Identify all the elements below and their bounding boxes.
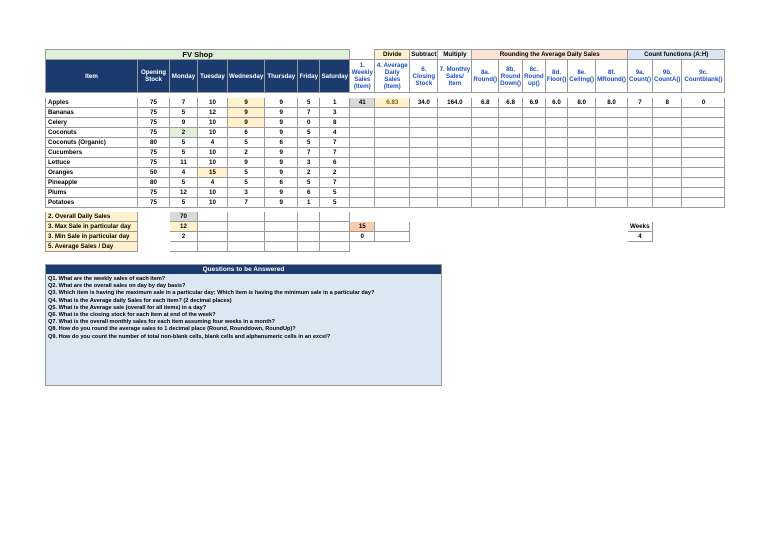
sales-cell[interactable]: 9 bbox=[228, 158, 265, 168]
count-cell[interactable]: 7 bbox=[628, 98, 653, 108]
item-cell[interactable]: Celery bbox=[46, 118, 138, 128]
sales-cell[interactable]: 9 bbox=[228, 118, 265, 128]
stock-cell[interactable]: 50 bbox=[138, 168, 170, 178]
stock-cell[interactable]: 80 bbox=[138, 138, 170, 148]
sales-cell[interactable]: 5 bbox=[170, 178, 198, 188]
sales-cell[interactable]: 7 bbox=[298, 148, 320, 158]
question-item: Q6. What is the closing stock for each item at end of the week? bbox=[48, 312, 216, 319]
sales-cell[interactable]: 1 bbox=[320, 98, 350, 108]
round-header[interactable]: 8a. Round() bbox=[472, 60, 499, 93]
stock-cell[interactable]: 75 bbox=[138, 188, 170, 198]
round-cell[interactable]: 8.0 bbox=[596, 98, 628, 108]
countblank-col-header[interactable]: 9c. Countblank() bbox=[682, 60, 725, 93]
summary-value[interactable]: 70 bbox=[170, 212, 198, 222]
summary-row bbox=[46, 232, 725, 242]
sales-cell[interactable]: 9 bbox=[265, 118, 298, 128]
table-row bbox=[46, 128, 725, 138]
sales-cell[interactable]: 9 bbox=[265, 108, 298, 118]
item-cell[interactable]: Pineapple bbox=[46, 178, 138, 188]
item-cell[interactable]: Apples bbox=[46, 98, 138, 108]
item-cell[interactable]: Coconuts (Organic) bbox=[46, 138, 138, 148]
monthly-sales-header[interactable]: 7. Monthly Sales/ Item bbox=[438, 60, 472, 93]
weeks-label[interactable]: Weeks bbox=[628, 222, 653, 232]
item-cell[interactable]: Coconuts bbox=[46, 128, 138, 138]
table-row bbox=[46, 148, 725, 158]
count-cell[interactable]: 8 bbox=[653, 98, 682, 108]
table-row bbox=[46, 108, 725, 118]
sales-cell[interactable]: 9 bbox=[265, 198, 298, 208]
table-row bbox=[46, 198, 725, 208]
stock-cell[interactable]: 75 bbox=[138, 108, 170, 118]
rounding-header[interactable]: Rounding the Average Daily Sales bbox=[472, 50, 628, 60]
sales-cell[interactable]: 7 bbox=[320, 178, 350, 188]
sales-cell[interactable]: 5 bbox=[298, 128, 320, 138]
counta-col-header[interactable]: 9b. CountA() bbox=[653, 60, 682, 93]
sales-cell[interactable]: 9 bbox=[265, 148, 298, 158]
sales-cell[interactable]: 9 bbox=[265, 188, 298, 198]
sales-cell[interactable]: 15 bbox=[198, 168, 228, 178]
sales-cell[interactable]: 2 bbox=[298, 168, 320, 178]
item-cell[interactable]: Lettuce bbox=[46, 158, 138, 168]
weekly-max-value[interactable]: 15 bbox=[350, 222, 375, 232]
closing-stock-header[interactable]: 6. Closing Stock bbox=[410, 60, 438, 93]
round-cell[interactable]: 6.0 bbox=[545, 98, 568, 108]
sales-cell[interactable]: 7 bbox=[228, 198, 265, 208]
sales-cell[interactable]: 10 bbox=[198, 198, 228, 208]
table-row bbox=[46, 168, 725, 178]
stock-cell[interactable]: 75 bbox=[138, 128, 170, 138]
sales-cell[interactable]: 6 bbox=[298, 188, 320, 198]
summary-label[interactable]: 5. Average Sales / Day bbox=[46, 242, 138, 252]
questions-list bbox=[48, 276, 374, 341]
sales-cell[interactable]: 6 bbox=[265, 178, 298, 188]
weeks-value[interactable]: 4 bbox=[628, 232, 653, 242]
subtract-header[interactable]: Subtract bbox=[411, 50, 437, 58]
item-cell[interactable]: Cucumbers bbox=[46, 148, 138, 158]
sales-cell[interactable]: 5 bbox=[170, 108, 198, 118]
item-cell[interactable]: Bananas bbox=[46, 108, 138, 118]
sales-cell[interactable]: 5 bbox=[298, 178, 320, 188]
sales-cell[interactable]: 6 bbox=[320, 158, 350, 168]
sales-cell[interactable]: 4 bbox=[170, 168, 198, 178]
round-cell[interactable]: 8.0 bbox=[568, 98, 596, 108]
sales-cell[interactable]: 4 bbox=[198, 178, 228, 188]
sales-cell[interactable]: 5 bbox=[170, 198, 198, 208]
thursday-header[interactable]: Thursday bbox=[265, 60, 298, 93]
sales-cell[interactable]: 6 bbox=[265, 138, 298, 148]
sales-cell[interactable]: 7 bbox=[298, 108, 320, 118]
sheet-title[interactable]: FV Shop bbox=[46, 50, 350, 60]
item-cell[interactable]: Plums bbox=[46, 188, 138, 198]
count-cell[interactable]: 0 bbox=[682, 98, 725, 108]
sales-cell[interactable]: 4 bbox=[320, 128, 350, 138]
sales-cell[interactable]: 12 bbox=[170, 188, 198, 198]
ceiling-header[interactable]: 8e. Ceiling() bbox=[568, 60, 596, 93]
sales-cell[interactable]: 7 bbox=[320, 148, 350, 158]
sales-cell[interactable]: 5 bbox=[170, 138, 198, 148]
sales-cell[interactable]: 5 bbox=[228, 138, 265, 148]
sales-cell[interactable]: 5 bbox=[298, 98, 320, 108]
sales-cell[interactable]: 10 bbox=[198, 148, 228, 158]
sales-cell[interactable]: 10 bbox=[198, 118, 228, 128]
question-item: Q2. What are the overall sales on day by day basis? bbox=[48, 283, 186, 290]
stock-cell[interactable]: 80 bbox=[138, 178, 170, 188]
questions-title: Questions to be Answered bbox=[46, 265, 441, 274]
summary-row bbox=[46, 212, 725, 222]
sales-cell[interactable]: 6 bbox=[228, 128, 265, 138]
summary-label[interactable]: 2. Overall Daily Sales bbox=[46, 212, 138, 222]
round-cell[interactable]: 6.9 bbox=[523, 98, 546, 108]
sales-cell[interactable]: 5 bbox=[228, 178, 265, 188]
sales-cell[interactable]: 2 bbox=[320, 168, 350, 178]
opening-stock-header[interactable]: Opening Stock bbox=[138, 60, 170, 93]
avg-daily-cell[interactable]: 6.83 bbox=[375, 98, 410, 108]
question-item: Q4. What is the Average daily Sales for each item? (2 decimal places) bbox=[48, 297, 232, 304]
table-row bbox=[46, 118, 725, 128]
sales-cell[interactable]: 3 bbox=[228, 188, 265, 198]
stock-cell[interactable]: 75 bbox=[138, 118, 170, 128]
summary-value[interactable] bbox=[170, 242, 198, 252]
stock-cell[interactable]: 75 bbox=[138, 148, 170, 158]
table-row bbox=[46, 158, 725, 168]
summary-label[interactable]: 3. Max Sale in particular day bbox=[46, 222, 138, 232]
sales-cell[interactable]: 3 bbox=[320, 108, 350, 118]
sales-cell[interactable]: 9 bbox=[170, 118, 198, 128]
friday-header[interactable]: Friday bbox=[298, 60, 320, 93]
weekly-sales-cell[interactable]: 41 bbox=[350, 98, 375, 108]
divide-header[interactable]: Divide bbox=[375, 50, 410, 60]
weekly-min-value[interactable]: 0 bbox=[350, 232, 375, 242]
sales-cell[interactable]: 9 bbox=[265, 128, 298, 138]
table-row bbox=[46, 98, 725, 108]
sales-cell[interactable]: 10 bbox=[198, 158, 228, 168]
mround-header[interactable]: 8f. MRound() bbox=[596, 60, 628, 93]
sales-cell[interactable]: 10 bbox=[198, 128, 228, 138]
sales-cell[interactable]: 12 bbox=[198, 108, 228, 118]
floor-header[interactable]: 8d. Floor() bbox=[545, 60, 568, 93]
multiply-header[interactable]: Multiply bbox=[438, 50, 472, 60]
count-header[interactable]: Count functions (A:H) bbox=[628, 50, 725, 60]
stock-cell[interactable]: 75 bbox=[138, 198, 170, 208]
sales-cell[interactable]: 7 bbox=[170, 98, 198, 108]
sales-cell[interactable]: 2 bbox=[170, 128, 198, 138]
summary-value[interactable]: 12 bbox=[170, 222, 198, 232]
round-down-header[interactable]: 8b. Round Down() bbox=[499, 60, 523, 93]
sales-cell[interactable]: 5 bbox=[170, 148, 198, 158]
saturday-header[interactable]: Saturday bbox=[320, 60, 350, 93]
sales-cell[interactable]: 1 bbox=[298, 198, 320, 208]
tuesday-header[interactable]: Tuesday bbox=[198, 60, 228, 93]
round-cell[interactable]: 6.8 bbox=[472, 98, 499, 108]
sales-cell[interactable]: 4 bbox=[198, 138, 228, 148]
sales-cell[interactable]: 9 bbox=[265, 168, 298, 178]
sales-cell[interactable]: 5 bbox=[228, 168, 265, 178]
stock-cell[interactable]: 75 bbox=[138, 98, 170, 108]
question-item: Q7. What is the overall monthly sales for each item assuming four weeks in a month? bbox=[48, 319, 275, 326]
sales-cell[interactable]: 5 bbox=[320, 198, 350, 208]
round-cell[interactable]: 6.8 bbox=[499, 98, 523, 108]
wednesday-header[interactable]: Wednesday bbox=[228, 60, 265, 93]
monthly-sales-cell[interactable]: 164.0 bbox=[438, 98, 472, 108]
sales-cell[interactable]: 7 bbox=[320, 138, 350, 148]
sales-cell[interactable]: 0 bbox=[298, 118, 320, 128]
summary-row bbox=[46, 242, 725, 252]
question-item: Q1. What are the weekly sales of each item? bbox=[48, 276, 166, 282]
summary-label[interactable]: 3. Min Sale in particular day bbox=[46, 232, 138, 242]
questions-panel bbox=[45, 264, 442, 386]
count-col-header[interactable]: 9a. Count() bbox=[628, 60, 653, 93]
round-up-header[interactable]: 8c. Round up() bbox=[523, 60, 546, 93]
question-item: Q5. What is the Average sale (overall for all items) in a day? bbox=[48, 304, 207, 311]
summary-value[interactable]: 2 bbox=[170, 232, 198, 242]
sales-cell[interactable]: 2 bbox=[228, 148, 265, 158]
monday-header[interactable]: Monday bbox=[170, 60, 198, 93]
sales-cell[interactable]: 9 bbox=[265, 98, 298, 108]
closing-stock-cell[interactable]: 34.0 bbox=[410, 98, 438, 108]
summary-row bbox=[46, 222, 725, 232]
sales-cell[interactable]: 10 bbox=[198, 188, 228, 198]
question-item: Q9. How do you count the number of total non-blank cells, blank cells and alphanumeric cells in an excel? bbox=[48, 333, 331, 340]
question-item: Q8. How do you round the average sales to 1 decimal place (Round, Rounddown, RoundUp)? bbox=[48, 326, 296, 333]
item-column-header[interactable]: Item bbox=[46, 60, 138, 93]
avg-daily-sales-header[interactable]: 4. Average Daily Sales (Item) bbox=[375, 60, 410, 93]
sales-cell[interactable]: 3 bbox=[298, 158, 320, 168]
sales-table bbox=[45, 49, 725, 252]
item-cell[interactable]: Potatoes bbox=[46, 198, 138, 208]
item-cell[interactable]: Oranges bbox=[46, 168, 138, 178]
table-row bbox=[46, 138, 725, 148]
sales-cell[interactable]: 5 bbox=[298, 138, 320, 148]
table-row bbox=[46, 188, 725, 198]
sales-cell[interactable]: 9 bbox=[265, 158, 298, 168]
sales-cell[interactable]: 5 bbox=[320, 188, 350, 198]
sales-cell[interactable]: 11 bbox=[170, 158, 198, 168]
sales-cell[interactable]: 10 bbox=[198, 98, 228, 108]
sales-cell[interactable]: 9 bbox=[228, 98, 265, 108]
sales-cell[interactable]: 9 bbox=[228, 108, 265, 118]
table-row bbox=[46, 178, 725, 188]
weekly-sales-header[interactable]: 1. Weekly Sales (Item) bbox=[350, 60, 375, 93]
sales-cell[interactable]: 8 bbox=[320, 118, 350, 128]
stock-cell[interactable]: 75 bbox=[138, 158, 170, 168]
question-item: Q3. Which item is having the maximum sale in a particular day; Which item is having the minimum sale in a particular day? bbox=[48, 290, 375, 297]
